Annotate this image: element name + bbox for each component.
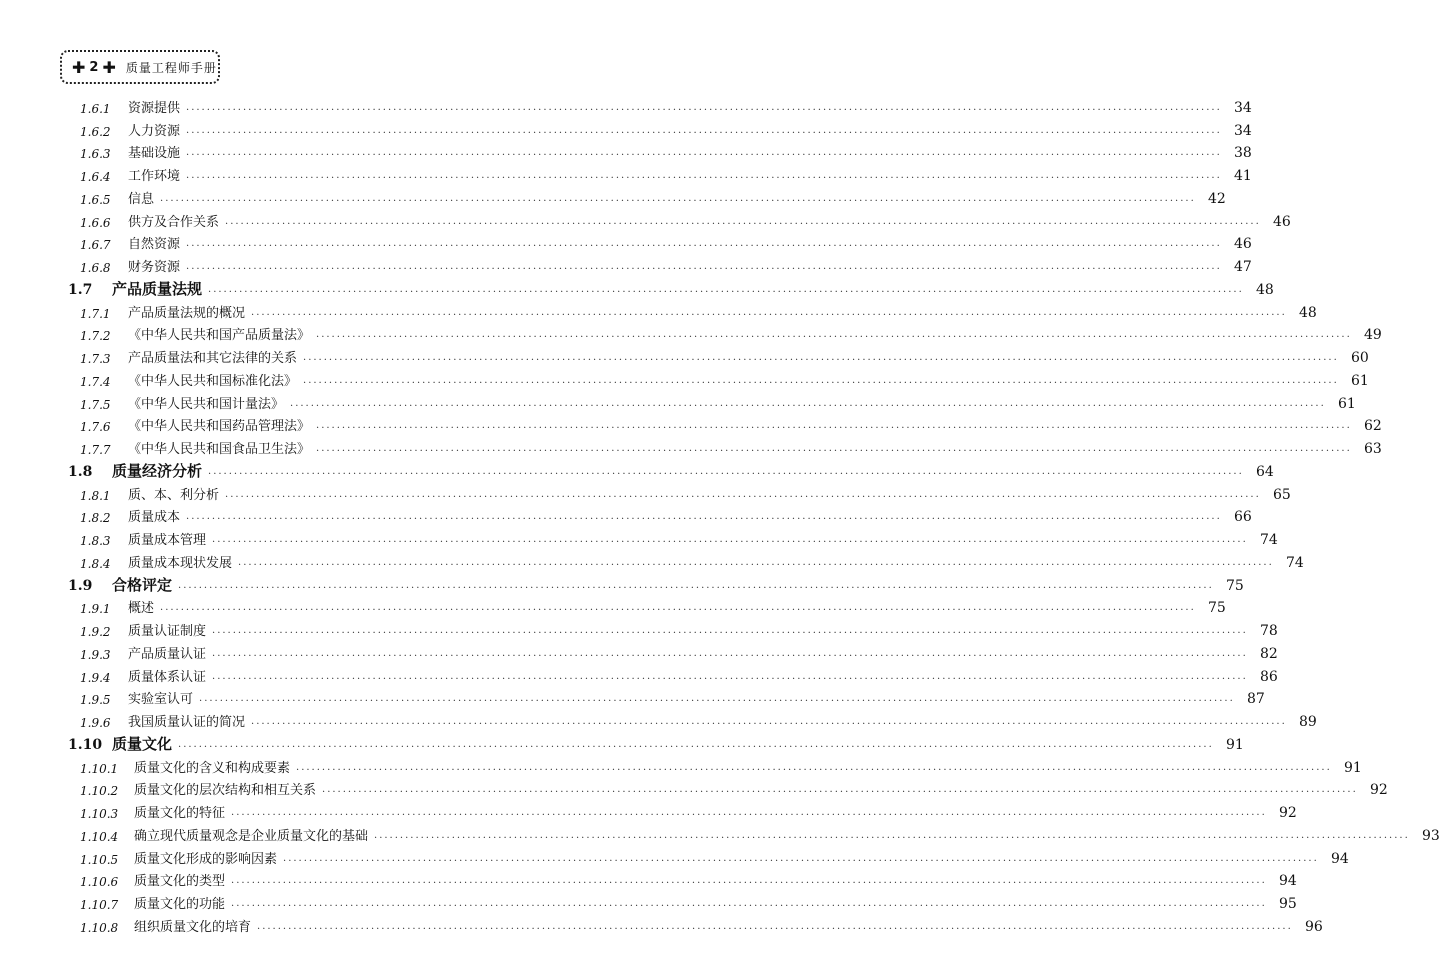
toc-subsection-row xyxy=(0,527,1278,550)
toc-entry-page: 75 xyxy=(1207,600,1226,617)
toc-entry-title: 实验室认可 xyxy=(128,692,194,708)
dot-leader: ........................................................................................................................................................................................................ xyxy=(186,261,1222,272)
toc-subsection-row xyxy=(0,846,1349,869)
toc-entry-number: 1.7.7 xyxy=(80,443,111,457)
toc-entry-number: 1.6.5 xyxy=(80,192,111,207)
toc-entry-number: 1.9.2 xyxy=(80,625,111,639)
toc-entry-page: 60 xyxy=(1350,350,1369,366)
dot-leader: ........................................................................................................................................................................................................ xyxy=(316,420,1352,432)
toc-entry-number: 1.8 xyxy=(68,463,93,480)
dot-leader: ........................................................................................................................................................................................................ xyxy=(283,852,1319,864)
toc-entry-number: 1.6.8 xyxy=(80,261,111,275)
toc-entry-title: 产品质量认证 xyxy=(128,646,207,662)
toc-entry-number: 1.10.4 xyxy=(80,829,119,844)
dot-leader: ........................................................................................................................................................................................................ xyxy=(296,761,1332,773)
toc-subsection-row xyxy=(0,823,1440,846)
toc-entry-number: 1.7.6 xyxy=(80,420,111,435)
toc-entry-page: 46 xyxy=(1233,236,1252,253)
toc-entry-title: 质量认证制度 xyxy=(128,624,207,639)
toc-entry-title: 质、本、利分析 xyxy=(128,487,220,503)
toc-entry-number: 1.10.7 xyxy=(80,898,119,912)
toc-subsection-row xyxy=(0,232,1252,255)
toc-subsection-row xyxy=(0,778,1388,801)
toc-entry-number: 1.7.4 xyxy=(80,374,111,389)
toc-subsection-row xyxy=(0,141,1252,164)
toc-entry-page: 38 xyxy=(1233,145,1252,162)
toc-entry-title: 质量文化 xyxy=(112,734,173,753)
toc-entry-page: 91 xyxy=(1225,736,1244,753)
dot-leader: ........................................................................................................................................................................................................ xyxy=(322,784,1358,796)
toc-entry-page: 61 xyxy=(1350,372,1369,389)
toc-entry-page: 34 xyxy=(1233,99,1252,116)
toc-entry-number: 1.8.3 xyxy=(80,534,111,548)
dot-leader: ........................................................................................................................................................................................................ xyxy=(212,647,1248,659)
dot-leader: ........................................................................................................................................................................................................ xyxy=(186,101,1222,113)
toc-entry-title: 自然资源 xyxy=(128,237,181,253)
toc-entry-title: 组织质量文化的培育 xyxy=(134,919,252,935)
dot-leader: ........................................................................................................................................................................................................ xyxy=(186,238,1222,250)
toc-entry-page: 42 xyxy=(1207,190,1226,207)
toc-entry-title: 财务资源 xyxy=(128,260,181,275)
toc-entry-title: 质量文化的功能 xyxy=(134,897,226,912)
toc-entry-page: 41 xyxy=(1233,168,1252,184)
toc-entry-number: 1.6.4 xyxy=(80,170,111,184)
toc-entry-page: 48 xyxy=(1298,304,1317,321)
toc-entry-title: 信息 xyxy=(128,191,155,207)
toc-subsection-row xyxy=(0,254,1252,277)
toc-entry-page: 66 xyxy=(1233,509,1252,526)
toc-entry-title: 质量文化形成的影响因素 xyxy=(134,851,278,867)
dot-leader: ........................................................................................................................................................................................................ xyxy=(178,579,1214,591)
toc-entry-page: 75 xyxy=(1225,577,1244,594)
dot-leader: ........................................................................................................................................................................................................ xyxy=(374,829,1410,841)
toc-subsection-row xyxy=(0,505,1252,528)
toc-entry-number: 1.6.6 xyxy=(80,215,111,230)
toc-subsection-row xyxy=(0,596,1226,619)
toc-subsection-row xyxy=(0,664,1278,687)
toc-entry-number: 1.9 xyxy=(68,577,93,594)
dot-leader: ........................................................................................................................................................................................................ xyxy=(231,898,1267,909)
toc-subsection-row xyxy=(0,869,1297,892)
toc-subsection-row xyxy=(0,550,1304,573)
table-of-contents xyxy=(0,95,1440,937)
dot-leader: ........................................................................................................................................................................................................ xyxy=(238,556,1274,568)
toc-entry-page: 46 xyxy=(1272,213,1291,230)
toc-entry-title: 质量经济分析 xyxy=(112,461,203,480)
toc-entry-page: 47 xyxy=(1233,259,1252,275)
toc-entry-page: 91 xyxy=(1343,759,1362,776)
toc-subsection-row xyxy=(0,618,1278,641)
dot-leader: ........................................................................................................................................................................................................ xyxy=(208,283,1244,295)
toc-entry-title: 合格评定 xyxy=(112,575,173,594)
toc-subsection-row xyxy=(0,118,1252,141)
toc-entry-page: 92 xyxy=(1369,782,1388,799)
toc-entry-page: 34 xyxy=(1233,122,1252,139)
toc-entry-page: 49 xyxy=(1363,327,1382,344)
cross-ornament-right: ✚ xyxy=(102,57,116,77)
toc-entry-page: 74 xyxy=(1285,554,1304,571)
toc-entry-title: 质量文化的含义和构成要素 xyxy=(134,760,291,776)
dot-leader: ........................................................................................................................................................................................................ xyxy=(178,738,1214,750)
toc-entry-title: 质量成本 xyxy=(128,510,181,526)
toc-entry-page: 63 xyxy=(1363,441,1382,457)
toc-entry-title: 人力资源 xyxy=(128,123,181,139)
toc-entry-number: 1.7.5 xyxy=(80,397,111,412)
toc-entry-number: 1.10.2 xyxy=(80,784,119,799)
toc-entry-number: 1.9.6 xyxy=(80,716,111,730)
dot-leader: ........................................................................................................................................................................................................ xyxy=(231,807,1267,818)
toc-subsection-row xyxy=(0,209,1291,232)
dot-leader: ........................................................................................................................................................................................................ xyxy=(257,920,1293,932)
toc-subsection-row xyxy=(0,914,1323,937)
toc-entry-page: 89 xyxy=(1298,714,1317,730)
toc-entry-page: 78 xyxy=(1259,623,1278,639)
toc-entry-number: 1.7.1 xyxy=(80,306,111,321)
toc-entry-page: 96 xyxy=(1304,918,1323,935)
toc-subsection-row xyxy=(0,436,1382,459)
toc-entry-number: 1.8.2 xyxy=(80,511,111,526)
toc-entry-number: 1.6.1 xyxy=(80,101,111,116)
toc-entry-title: 概述 xyxy=(128,601,155,617)
toc-entry-title: 《中华人民共和国计量法》 xyxy=(128,396,285,412)
toc-entry-page: 48 xyxy=(1255,281,1274,298)
dot-leader: ........................................................................................................................................................................................................ xyxy=(199,693,1235,705)
dot-leader: ........................................................................................................................................................................................................ xyxy=(186,170,1222,181)
toc-entry-number: 1.6.2 xyxy=(80,124,111,139)
toc-entry-number: 1.9.1 xyxy=(80,602,111,617)
toc-entry-number: 1.10.8 xyxy=(80,920,119,935)
toc-entry-title: 《中华人民共和国药品管理法》 xyxy=(128,419,311,435)
toc-entry-page: 94 xyxy=(1330,850,1349,867)
dot-leader: ........................................................................................................................................................................................................ xyxy=(303,352,1339,363)
toc-entry-page: 82 xyxy=(1259,645,1278,662)
toc-subsection-row xyxy=(0,95,1252,118)
toc-entry-number: 1.8.1 xyxy=(80,488,111,503)
toc-subsection-row xyxy=(0,687,1265,710)
toc-subsection-row xyxy=(0,709,1317,732)
toc-entry-title: 《中华人民共和国标准化法》 xyxy=(128,373,298,389)
dot-leader: ........................................................................................................................................................................................................ xyxy=(303,374,1339,386)
toc-entry-page: 74 xyxy=(1259,532,1278,548)
dot-leader: ........................................................................................................................................................................................................ xyxy=(316,443,1352,454)
dot-leader: ........................................................................................................................................................................................................ xyxy=(251,306,1287,318)
toc-entry-title: 《中华人民共和国产品质量法》 xyxy=(128,328,311,344)
toc-subsection-row xyxy=(0,414,1382,437)
cross-ornament-left: ✚ xyxy=(72,57,86,77)
toc-subsection-row xyxy=(0,641,1278,664)
dot-leader: ........................................................................................................................................................................................................ xyxy=(225,215,1261,227)
dot-leader: ........................................................................................................................................................................................................ xyxy=(186,147,1222,159)
dot-leader: ........................................................................................................................................................................................................ xyxy=(290,397,1326,409)
toc-entry-number: 1.6.7 xyxy=(80,238,111,253)
toc-entry-number: 1.10.5 xyxy=(80,852,119,867)
toc-entry-page: 92 xyxy=(1278,805,1297,821)
toc-entry-title: 质量文化的类型 xyxy=(134,874,226,890)
toc-subsection-row xyxy=(0,800,1297,823)
toc-entry-page: 87 xyxy=(1246,691,1265,708)
toc-entry-title: 基础设施 xyxy=(128,146,181,162)
toc-subsection-row xyxy=(0,300,1317,323)
running-header xyxy=(60,50,220,84)
toc-entry-page: 86 xyxy=(1259,668,1278,685)
toc-entry-number: 1.7.2 xyxy=(80,329,111,344)
dot-leader: ........................................................................................................................................................................................................ xyxy=(212,534,1248,545)
dot-leader: ........................................................................................................................................................................................................ xyxy=(251,716,1287,727)
dot-leader: ........................................................................................................................................................................................................ xyxy=(186,124,1222,136)
toc-entry-title: 质量成本管理 xyxy=(128,533,207,548)
toc-subsection-row xyxy=(0,345,1369,368)
toc-entry-page: 65 xyxy=(1272,486,1291,503)
toc-entry-title: 质量体系认证 xyxy=(128,669,207,685)
toc-entry-number: 1.9.3 xyxy=(80,647,111,662)
dot-leader: ........................................................................................................................................................................................................ xyxy=(212,625,1248,636)
toc-subsection-row xyxy=(0,163,1252,186)
toc-entry-title: 工作环境 xyxy=(128,169,181,184)
dot-leader: ........................................................................................................................................................................................................ xyxy=(212,670,1248,682)
toc-subsection-row xyxy=(0,323,1382,346)
toc-entry-title: 质量文化的层次结构和相互关系 xyxy=(134,783,317,799)
dot-leader: ........................................................................................................................................................................................................ xyxy=(231,875,1267,887)
toc-entry-title: 质量成本现状发展 xyxy=(128,555,233,571)
toc-section-row xyxy=(0,277,1274,300)
toc-entry-number: 1.10.1 xyxy=(80,761,119,776)
toc-entry-number: 1.9.5 xyxy=(80,693,111,708)
toc-entry-page: 61 xyxy=(1337,395,1356,412)
toc-entry-title: 资源提供 xyxy=(128,100,181,116)
toc-entry-number: 1.6.3 xyxy=(80,147,111,162)
toc-entry-title: 我国质量认证的简况 xyxy=(128,715,246,730)
toc-entry-number: 1.7.3 xyxy=(80,352,111,366)
toc-entry-title: 供方及合作关系 xyxy=(128,214,220,230)
toc-section-row xyxy=(0,573,1244,596)
toc-entry-title: 产品质量法规 xyxy=(112,279,203,298)
toc-entry-page: 95 xyxy=(1278,896,1297,912)
toc-entry-number: 1.10 xyxy=(68,736,103,753)
toc-subsection-row xyxy=(0,391,1356,414)
toc-entry-number: 1.10.3 xyxy=(80,807,119,821)
toc-entry-page: 94 xyxy=(1278,873,1297,890)
toc-subsection-row xyxy=(0,186,1226,209)
toc-entry-title: 《中华人民共和国食品卫生法》 xyxy=(128,442,311,457)
toc-entry-page: 64 xyxy=(1255,463,1274,480)
toc-entry-number: 1.9.4 xyxy=(80,670,111,685)
dot-leader: ........................................................................................................................................................................................................ xyxy=(316,329,1352,341)
dot-leader: ........................................................................................................................................................................................................ xyxy=(186,511,1222,523)
toc-entry-title: 质量文化的特征 xyxy=(134,806,226,821)
toc-entry-number: 1.7 xyxy=(68,281,93,298)
dot-leader: ........................................................................................................................................................................................................ xyxy=(208,465,1244,477)
toc-entry-page: 62 xyxy=(1363,418,1382,435)
toc-subsection-row xyxy=(0,755,1362,778)
toc-entry-number: 1.10.6 xyxy=(80,875,119,890)
dot-leader: ........................................................................................................................................................................................................ xyxy=(225,488,1261,500)
toc-entry-title: 确立现代质量观念是企业质量文化的基础 xyxy=(134,828,369,844)
toc-entry-title: 产品质量法和其它法律的关系 xyxy=(128,351,298,366)
dot-leader: ........................................................................................................................................................................................................ xyxy=(160,192,1196,204)
toc-subsection-row xyxy=(0,482,1291,505)
book-title: 质量工程师手册 xyxy=(125,60,217,75)
toc-entry-page: 93 xyxy=(1421,827,1440,844)
dot-leader: ........................................................................................................................................................................................................ xyxy=(160,602,1196,614)
page-number: 2 xyxy=(89,59,99,75)
toc-subsection-row xyxy=(0,891,1297,914)
toc-section-row xyxy=(0,459,1274,482)
toc-section-row xyxy=(0,732,1244,755)
toc-entry-number: 1.8.4 xyxy=(80,556,111,571)
toc-subsection-row xyxy=(0,368,1369,391)
toc-entry-title: 产品质量法规的概况 xyxy=(128,305,246,321)
